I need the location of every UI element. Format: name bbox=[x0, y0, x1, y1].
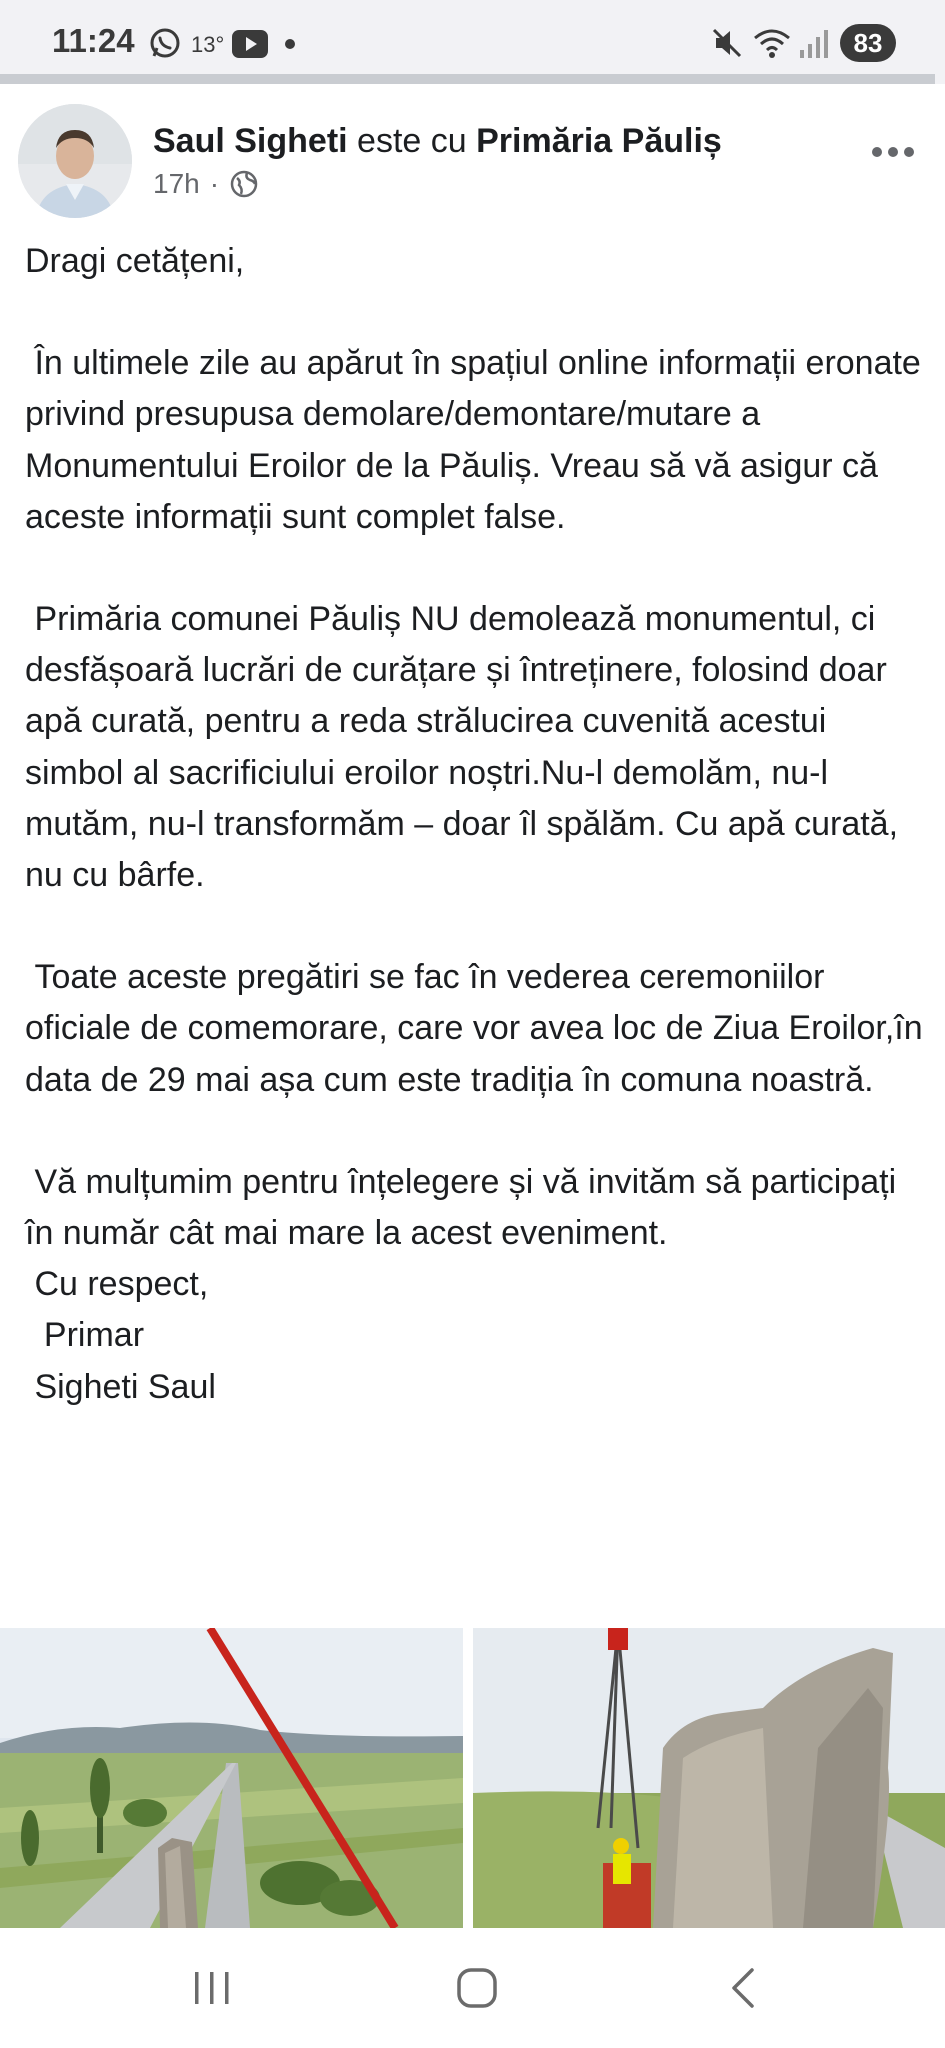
post-meta bbox=[153, 168, 259, 200]
status-bar bbox=[0, 0, 945, 84]
post-paragraph: Primăria comunei Păuliș NU demolează monumentul, ci desfășoară lucrări de curățare și întreținere, folosind doar apă curată, pentru a reda strălucirea cuvenită acestui simbol al sacrificiului eroilor noștri.Nu-l demolăm, nu-l mutăm, nu-l transformăm – doar îl spălăm. Cu apă curată, nu cu bârfe. bbox=[25, 600, 908, 895]
post-paragraph: Vă mulțumim pentru înțelegere și vă invităm să participați în număr cât mai mare la acest eveniment. bbox=[25, 1162, 906, 1253]
post-paragraph: Dragi cetățeni, bbox=[25, 242, 245, 280]
post-photo-monument-crane[interactable] bbox=[0, 1628, 463, 1928]
post-photo-monument-worker[interactable] bbox=[473, 1628, 945, 1928]
youtube-icon bbox=[232, 30, 268, 58]
paragraph-gap bbox=[25, 287, 930, 338]
with-connector: este cu bbox=[347, 122, 477, 160]
post-paragraph: Toate aceste pregătiri se fac în vederea ceremoniilor oficiale de comemorare, care vor avea loc de Ziua Eroilor,în data de 29 mai așa cum este tradiția în comuna noastră. bbox=[25, 958, 933, 1099]
post-signoff: Cu respect, bbox=[25, 1265, 209, 1304]
author-avatar[interactable] bbox=[18, 104, 132, 218]
globe-icon bbox=[229, 169, 259, 199]
signal-icon bbox=[798, 26, 828, 60]
post-body bbox=[25, 236, 933, 1413]
post-time[interactable]: 17h bbox=[153, 168, 200, 199]
post-header bbox=[0, 86, 945, 226]
recent-apps-icon[interactable] bbox=[172, 1958, 252, 2018]
weather-temperature: 13° bbox=[191, 32, 225, 57]
whatsapp-icon bbox=[148, 26, 182, 60]
battery-level: 83 bbox=[840, 24, 896, 62]
post-author-line bbox=[153, 122, 722, 161]
monument-crane-image bbox=[0, 1628, 463, 1928]
monument-worker-image bbox=[473, 1628, 945, 1928]
meta-separator: · bbox=[209, 168, 220, 199]
back-icon[interactable] bbox=[702, 1958, 782, 2018]
feed-divider bbox=[0, 74, 935, 84]
android-navigation-bar bbox=[0, 1928, 945, 2048]
tagged-page-name[interactable]: Primăria Păuliș bbox=[476, 122, 722, 160]
paragraph-gap bbox=[25, 1106, 930, 1157]
avatar-image bbox=[18, 104, 132, 218]
post-signoff: Primar bbox=[25, 1316, 145, 1355]
paragraph-gap bbox=[25, 901, 930, 952]
mute-icon bbox=[710, 26, 744, 60]
wifi-icon bbox=[752, 26, 792, 60]
status-time: 11:24 bbox=[52, 22, 135, 59]
post-signoff: Sigheti Saul bbox=[25, 1367, 216, 1406]
post-paragraph: În ultimele zile au apărut în spațiul online informații eronate privind presupusa demolare/demontare/mutare a Monumentului Eroilor de la Păuliș. Vreau să vă asigur că aceste informații sunt complet false. bbox=[25, 344, 931, 536]
more-options-icon[interactable] bbox=[870, 124, 916, 169]
author-name[interactable]: Saul Sigheti bbox=[153, 122, 348, 160]
home-icon[interactable] bbox=[437, 1958, 517, 2018]
paragraph-gap bbox=[25, 543, 930, 594]
notification-dot-icon bbox=[285, 39, 295, 49]
